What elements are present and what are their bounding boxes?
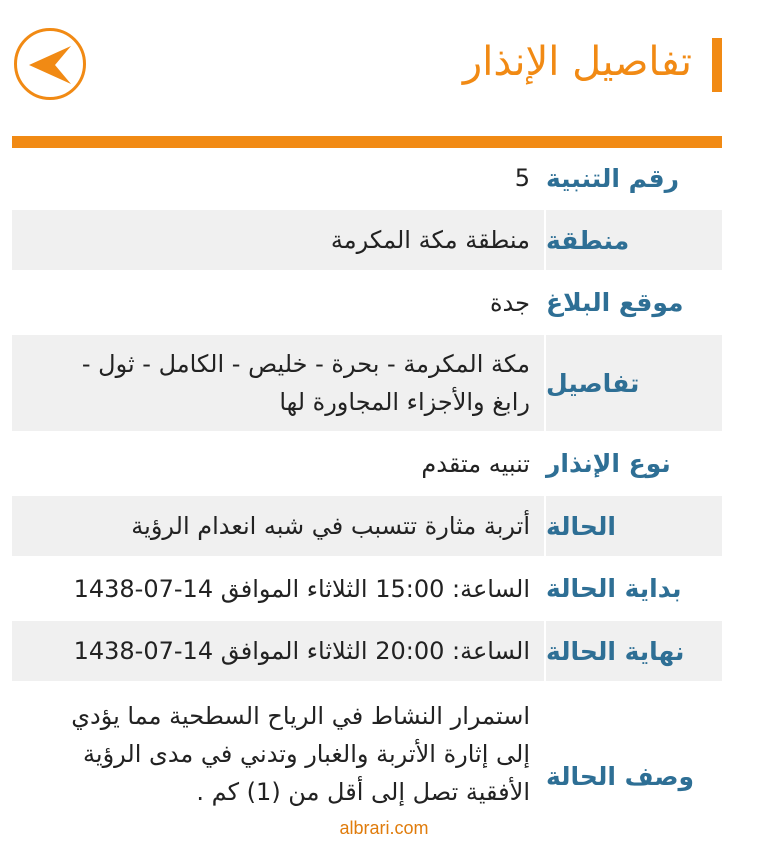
back-button[interactable] [14,28,86,100]
row-status-description [12,683,722,815]
header-divider [12,136,722,148]
header [0,0,768,130]
row-alert-number [12,148,722,210]
row-status-start [12,558,722,621]
warning-type-label: نوع الإنذار [544,433,722,494]
details-label: تفاصيل [544,335,722,431]
status-start-label: بداية الحالة [544,558,722,619]
region-value: منطقة مكة المكرمة [330,226,530,254]
row-region [12,210,722,272]
page-title: تفاصيل الإنذار [462,39,692,85]
row-report-location [12,272,722,335]
status-end-value: الساعة: 20:00 الثلاثاء الموافق 14-07-1438 [73,637,530,665]
row-warning-type [12,433,722,496]
region-label: منطقة [544,210,722,270]
details-table [12,148,722,815]
status-value: أتربة مثارة تتسبب في شبه انعدام الرؤية [131,512,530,540]
status-start-value: الساعة: 15:00 الثلاثاء الموافق 14-07-1438 [73,574,530,603]
alert-number-value: 5 [514,164,530,192]
watermark: albrari.com [339,818,429,838]
report-location-label: موقع البلاغ [544,272,722,333]
title-accent-bar [712,38,722,92]
status-label: الحالة [544,496,722,556]
status-description-value: استمرار النشاط في الرياح السطحية مما يؤدي إلى إثارة الأتربة والغبار وتدني في مدى الرؤية الأفقية تصل إلى أقل من (1) كم . [71,702,530,806]
details-value: مكة المكرمة - بحرة - خليص - الكامل - ثول - رابغ والأجزاء المجاورة لها [81,350,530,416]
chevron-left-icon [27,44,73,86]
alert-number-label: رقم التنبية [544,148,722,208]
warning-type-value: تنبيه متقدم [421,449,530,478]
status-end-label: نهاية الحالة [544,621,722,681]
row-status [12,496,722,558]
row-status-end [12,621,722,683]
status-description-label: وصف الحالة [544,683,722,813]
row-details [12,335,722,433]
report-location-value: جدة [489,288,530,317]
